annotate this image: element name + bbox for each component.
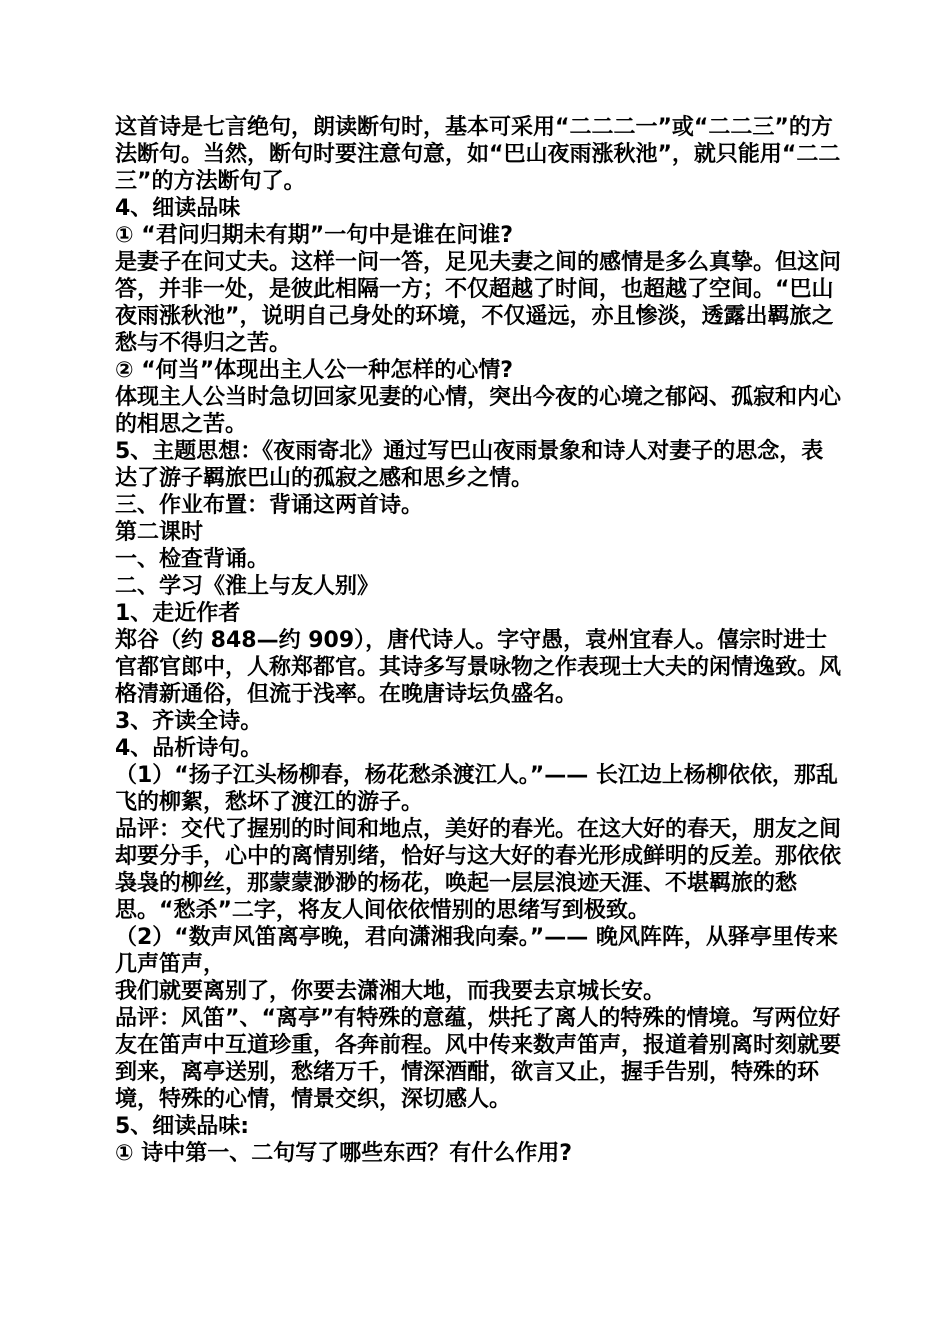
answer-2: 体现主人公当时急切回家见妻的心情，突出今夜的心境之郁闷、孤寂和内心的相思之苦。 bbox=[115, 385, 842, 437]
heading-close-reading-2: 5、细读品味: bbox=[115, 1114, 250, 1139]
commentary-2: 品评：风笛”、“离亭”有特殊的意蕴，烘托了离人的特殊的情境。写两位好友在笛声中互道珍重，各奔前程。风中传来数声笛声，报道着别离时刻就要到来，离亭送别，愁绪万千，情深酒酣，欲言又止，握手告别，特殊的环境，特殊的心情，情景交织，深切感人。 bbox=[115, 1006, 842, 1112]
theme-paragraph: 5、主题思想：《夜雨寄北》通过写巴山夜雨景象和诗人对妻子的思念，表达了游子羁旅巴山的孤寂之感和思乡之情。 bbox=[115, 439, 824, 491]
document-body bbox=[115, 114, 845, 1167]
second-lesson-heading: 第二课时 bbox=[115, 520, 204, 545]
homework-heading: 三、作业布置：背诵这两首诗。 bbox=[115, 493, 424, 518]
answer-1: 是妻子在问丈夫。这样一问一答，足见夫妻之间的感情是多么真挚。但这问答，并非一处，是彼此相隔一方；不仅超越了时间，也超越了空间。“巴山夜雨涨秋池”，说明自己身处的环境，不仅遥远，亦且惨淡，透露出羁旅之愁与不得归之苦。 bbox=[115, 250, 842, 356]
question-3: ① 诗中第一、二句写了哪些东西？有什么作用? bbox=[115, 1141, 573, 1166]
commentary-1: 品评：交代了握别的时间和地点，美好的春光。在这大好的春天，朋友之间却要分手，心中的离情别绪，恰好与这大好的春光形成鲜明的反差。那依依袅袅的柳丝，那蒙蒙渺渺的杨花，唤起一层层浪迹天涯、不堪羁旅的愁思。“愁杀”二字，将友人间依依惜别的思绪写到极致。 bbox=[115, 817, 842, 923]
analysis-heading: 4、品析诗句。 bbox=[115, 736, 263, 761]
author-heading: 1、走近作者 bbox=[115, 601, 241, 626]
verse-2-continuation: 我们就要离别了，你要去潇湘大地，而我要去京城长安。 bbox=[115, 979, 666, 1004]
paragraph-structure-note: 这首诗是七言绝句，朗读断句时，基本可采用“二二二一”或“二二三”的方法断句。当然，断句时要注意句意，如“巴山夜雨涨秋池”，就只能用“二二三”的方法断句了。 bbox=[115, 115, 841, 194]
check-recitation-heading: 一、检查背诵。 bbox=[115, 547, 270, 572]
read-aloud-heading: 3、齐读全诗。 bbox=[115, 709, 263, 734]
heading-close-reading-1: 4、细读品味 bbox=[115, 196, 241, 221]
verse-1-paragraph: （1）“扬子江头杨柳春，杨花愁杀渡江人。”—— 长江边上杨柳依依，那乱飞的柳絮，愁坏了渡江的游子。 bbox=[115, 763, 838, 815]
study-poem-heading: 二、学习《淮上与友人别》 bbox=[115, 574, 380, 599]
question-2: ② “何当”体现出主人公一种怎样的心情? bbox=[115, 358, 513, 383]
verse-2-paragraph: （2）“数声风笛离亭晚，君向潇湘我向秦。”—— 晚风阵阵，从驿亭里传来几声笛声， bbox=[115, 925, 838, 977]
author-paragraph: 郑谷（约 848—约 909），唐代诗人。字守愚，袁州宜春人。僖宗时进士官都官郎中，人称郑都官。其诗多写景咏物之作表现士大夫的闲情逸致。风格清新通俗，但流于浅率。在晚唐诗坛负盛名。 bbox=[115, 628, 842, 707]
question-1: ① “君问归期未有期”一句中是谁在问谁? bbox=[115, 223, 513, 248]
